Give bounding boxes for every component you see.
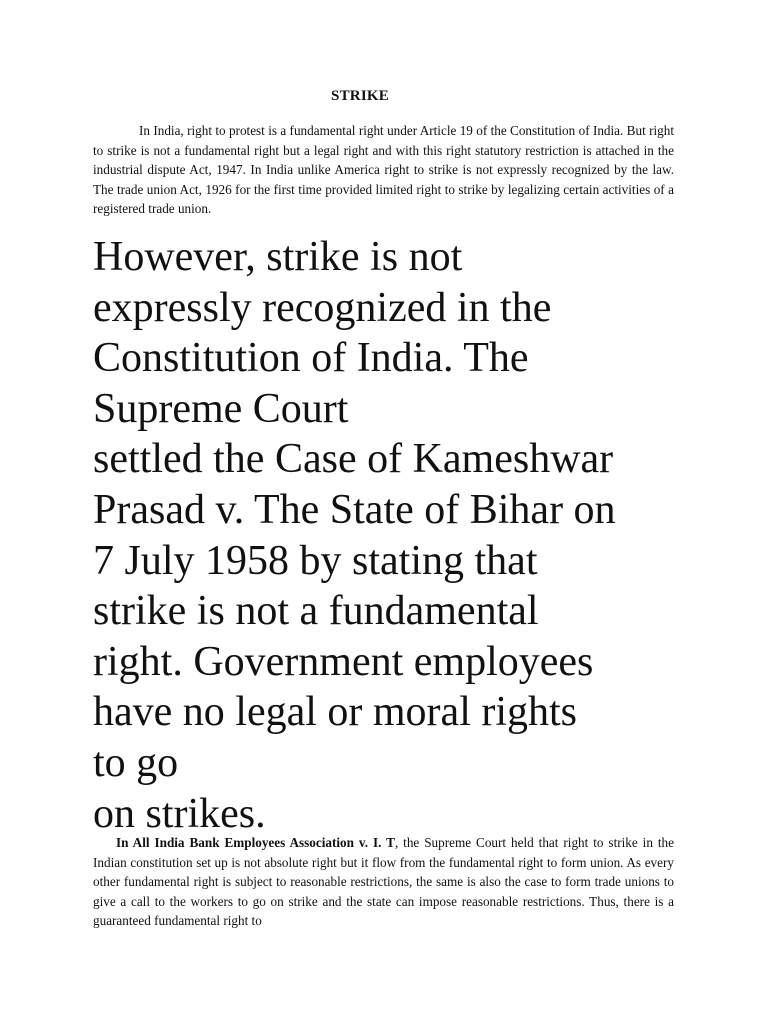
intro-paragraph: In India, right to protest is a fundamental right under Article 19 of the Constitution of India. But right to strike is not a fundamental right but a legal right and with this right statutory restriction is attached in the industrial dispute Act, 1947. In India unlike America right to strike is not expressly recognized by the law. The trade union Act, 1926 for the first time provided limited right to strike by legalizing certain activities of a registered trade union. bbox=[93, 123, 674, 217]
case-name: In All India Bank Employees Association v. I. T bbox=[116, 835, 395, 850]
case-paragraph-body: , the Supreme Court held that right to strike in the Indian constitution set up is not absolute right but it flow from the fundamental right to form union. As every other fundamental right is subject to reasonable restrictions, the same is also the case to form trade unions to give a call to the workers to go on strike and the state can impose reasonable restrictions. Thus, there is a guaranteed fundamental right to bbox=[93, 835, 674, 929]
case-paragraph bbox=[93, 833, 674, 931]
document-title: STRIKE bbox=[331, 88, 389, 104]
large-passage: However, strike is not expressly recognized in the Constitution of India. The Supreme Court settled the Case of Kameshwar Prasad v. The State of Bihar on 7 July 1958 by stating that strike is not a fundamental right. Government employees have no legal or moral rights to go on strikes. bbox=[93, 234, 616, 837]
